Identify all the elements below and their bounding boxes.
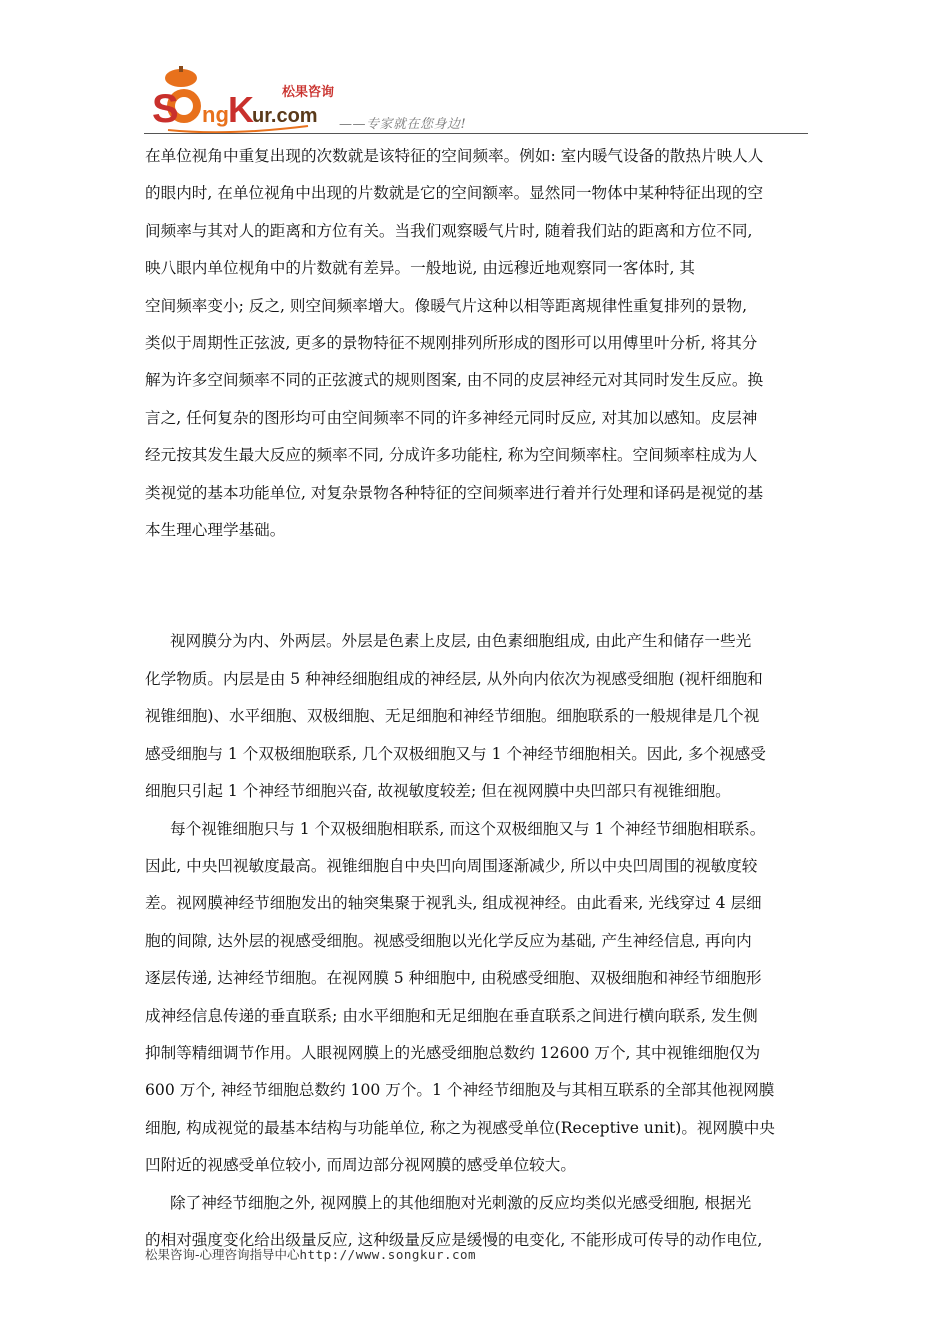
text-line: 经元按其发生最大反应的频率不同, 分成许多功能柱, 称为空间频率柱。空间频率柱成为人 [145,446,758,465]
songkur-logo [148,64,348,136]
svg-text:K: K [228,89,254,130]
text-line: 细胞, 构成视觉的最基本结构与功能单位, 称之为视感受单位(Receptive unit)。视网膜中央 [145,1118,775,1137]
text-line: 逐层传递, 达神经节细胞。在视网膜 5 种细胞中, 由税感受细胞、双极细胞和神经节细胞形 [145,969,762,988]
footer-url-link[interactable]: http://www.songkur.com [299,1247,477,1262]
text-line: 空间频率变小; 反之, 则空间频率增大。像暖气片这种以相等距离规律性重复排列的景物, [145,296,748,315]
text-line: 本生理心理学基础。 [145,521,286,540]
text-line: 类视觉的基本功能单位, 对复杂景物各种特征的空间频率进行着并行处理和译码是视觉的基 [145,483,764,502]
text-line: 成神经信息传递的垂直联系; 由水平细胞和无足细胞在垂直联系之间进行横向联系, 发生侧 [145,1006,758,1025]
paragraph-cone-cells [145,811,809,1185]
page-header [144,60,808,136]
paragraph-gap [145,586,809,623]
text-line: 的相对强度变化给出级量反应, 这种级量反应是缓慢的电变化, 不能形成可传导的动作电位, [145,1230,763,1249]
document-body [145,138,809,1259]
text-line: 解为许多空间频率不同的正弦渡式的规则图案, 由不同的皮层神经元对其同时发生反应。换 [145,371,764,390]
text-line: 视锥细胞)、水平细胞、双极细胞、无足细胞和神经节细胞。细胞联系的一般规律是几个视 [145,707,760,726]
text-line: 600 万个, 神经节细胞总数约 100 万个。1 个神经节细胞及与其相互联系的全部其他视网膜 [145,1081,775,1100]
text-line: 类似于周期性正弦波, 更多的景物特征不规刚排列所形成的图形可以用傅里叶分析, 将其分 [145,334,758,353]
text-line: 因此, 中央凹视敏度最高。视锥细胞自中央凹向周围逐渐减少, 所以中央凹周围的视敏度较 [145,856,758,875]
text-line: 在单位视角中重复出现的次数就是该特征的空间频率。例如: 室内暖气设备的散热片映人人 [145,147,764,165]
text-line: 每个视锥细胞只与 1 个双极细胞相联系, 而这个双极细胞又与 1 个神经节细胞相联系。 [170,819,766,838]
text-line: 间频率与其对人的距离和方位有关。当我们观察暖气片时, 随着我们站的距离和方位不同, [145,221,753,240]
text-line: 除了神经节细胞之外, 视网膜上的其他细胞对光刺激的反应均类似光感受细胞, 根据光 [170,1193,752,1212]
svg-text:ng: ng [202,102,229,127]
paragraph-spatial-frequency [145,138,809,549]
svg-text:S: S [152,87,179,131]
header-divider [144,133,808,134]
text-line: 视网膜分为内、外两层。外层是色素上皮层, 由色素细胞组成, 由此产生和储存一些光 [170,632,752,651]
text-line: 抑制等精细调节作用。人眼视网膜上的光感受细胞总数约 12600 万个, 其中视锥细胞仅为 [145,1043,761,1062]
paragraph-retina-layers [145,623,809,810]
text-line: 言之, 任何复杂的图形均可由空间频率不同的许多神经元同时反应, 对其加以感知。皮层神 [145,408,758,427]
footer-org: 松果咨询-心理咨询指导中心 [145,1247,300,1262]
svg-text:松果咨询: 松果咨询 [282,85,335,100]
text-line: 映八眼内单位枧角中的片数就有差异。一般地说, 由远穆近地观察同一客体时, 其 [145,259,696,278]
text-line: 差。视网膜神经节细胞发出的轴突集聚于视乳头, 组成视神经。由此看来, 光线穿过 4 层细 [145,894,762,913]
header-tagline: ——专家就在您身边! [339,117,467,132]
text-line: 凹附近的视感受单位较小, 而周边部分视网膜的感受单位较大。 [145,1156,576,1175]
text-line: 胞的间隙, 达外层的视感受细胞。视感受细胞以光化学反应为基础, 产生神经信息, 再向内 [145,931,752,950]
page-footer [145,1245,476,1263]
text-line: 化学物质。内层是由 5 种神经细胞组成的神经层, 从外向内依次为视感受细胞 (视杆细胞和 [145,669,763,688]
paragraph-gap [145,549,809,586]
text-line: 的眼内时, 在单位视角中出现的片数就是它的空间额率。显然同一物体中某种特征出现的空 [145,184,764,203]
text-line: 细胞只引起 1 个神经节细胞兴奋, 故视敏度较差; 但在视网膜中央凹部只有视锥细胞。 [145,782,731,801]
text-line: 感受细胞与 1 个双极细胞联系, 几个双极细胞又与 1 个神经节细胞相关。因此, 多个视感受 [145,744,766,763]
svg-text:ur.com: ur.com [252,105,318,127]
